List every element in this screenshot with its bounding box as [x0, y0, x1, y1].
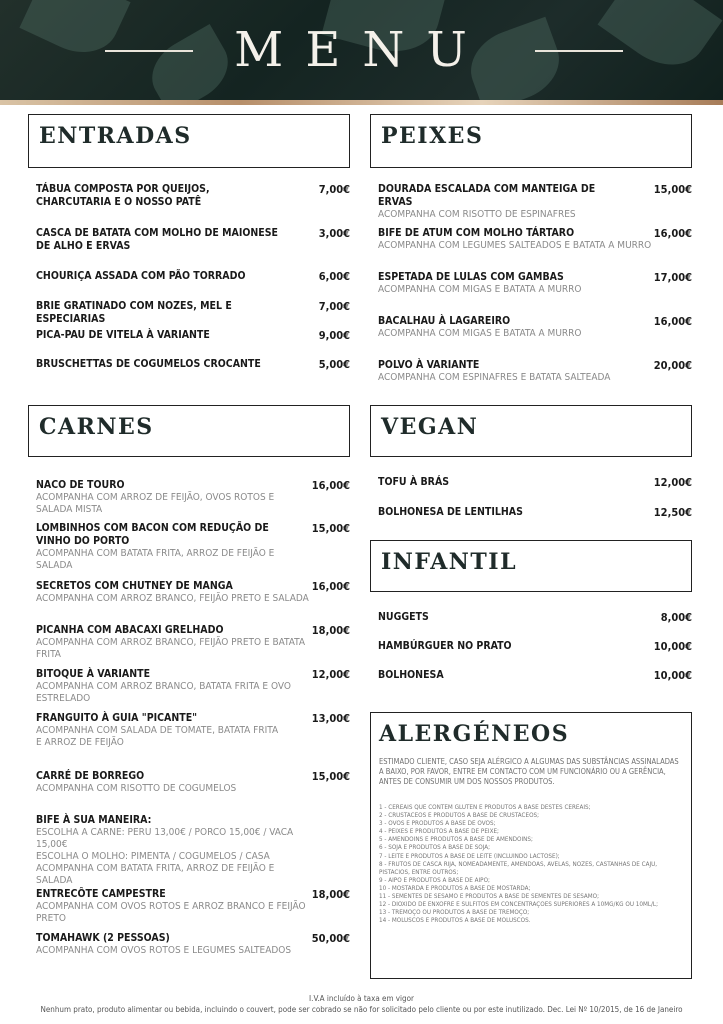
allergen-item: 2 - CRUSTÁCEOS E PRODUTOS À BASE DE CRUSTÁCEOS;: [379, 812, 540, 820]
menu-item: CASCA DE BATATA COM MOLHO DE MAIONESE DE ALHO E ERVAS 3,00€: [36, 227, 350, 252]
menu-item: BRUSCHETTAS DE COGUMELOS CROCANTE 5,00€: [36, 358, 350, 371]
menu-item: BACALHAU À LAGAREIRO ACOMPANHA COM MIGAS E BATATA A MURRO 16,00€: [378, 315, 692, 339]
menu-title: MENU: [234, 22, 489, 78]
menu-item: SECRETOS COM CHUTNEY DE MANGA ACOMPANHA COM ARROZ BRANCO, FEIJÃO PRETO E SALADA 16,00€: [36, 580, 350, 604]
menu-item: TOMAHAWK (2 PESSOAS) ACOMPANHA COM OVOS ROTOS E LEGUMES SALTEADOS 50,00€: [36, 932, 350, 956]
section-title: ALERGÉNEOS: [379, 721, 570, 747]
menu-item: DOURADA ESCALADA COM MANTEIGA DE ERVAS ACOMPANHA COM RISOTTO DE ESPINAFRES 15,00€: [378, 183, 692, 220]
section-title: INFANTIL: [381, 549, 518, 575]
allergen-item: 12 - DIÓXIDO DE ENXOFRE E SULFITOS EM CONCENTRAÇÕES SUPERIORES A 10MG/KG OU 10ML/L;: [379, 901, 658, 909]
section-title: VEGAN: [381, 414, 479, 440]
section-carnes: [28, 405, 350, 457]
menu-item: PICANHA COM ABACAXI GRELHADO ACOMPANHA COM ARROZ BRANCO, FEIJÃO PRETO E BATATA FRITA 18,00€: [36, 624, 350, 660]
menu-item: BOLHONESA 10,00€: [378, 669, 692, 682]
allergen-intro: ESTIMADO CLIENTE, CASO SEJA ALÉRGICO A ALGUMAS DAS SUBSTÂNCIAS ASSINALADAS A BAIXO, POR FAVOR, ENTRE EM CONTACTO COM UM FUNCIONÁRIO OU A GERÊNCIA, ANTES DE CONSUMIR UM DOS NOSSOS PRODUTOS.: [379, 757, 679, 786]
menu-item: BRIE GRATINADO COM NOZES, MEL E ESPECIARIAS 7,00€: [36, 300, 350, 325]
menu-item: FRANGUITO À GUIA "PICANTE" ACOMPANHA COM SALADA DE TOMATE, BATATA FRITA E ARROZ DE FEIJÃO 13,00€: [36, 712, 350, 748]
menu-item: BIFE À SUA MANEIRA: ESCOLHA A CARNE: PERU 13,00€ / PORCO 15,00€ / VACA 15,00€ ESCOLHA O MOLHO: PIMENTA / COGUMELOS / CASA ACOMPANHA COM BATATA FRITA, ARROZ DE FEIJÃO E SALADA: [36, 814, 294, 886]
section-vegan: [370, 405, 692, 457]
allergen-item: 10 - MOSTARDA E PRODUTOS À BASE DE MOSTARDA;: [379, 884, 531, 892]
menu-item: NUGGETS 8,00€: [378, 611, 692, 624]
allergen-item: PISTÁCIOS, ENTRE OUTROS;: [379, 868, 459, 876]
allergen-item: 8 - FRUTOS DE CASCA RIJA, NOMEADAMENTE, AMÊNDOAS, AVELÃS, NOZES, CASTANHAS DE CAJU,: [379, 860, 658, 868]
section-entradas: [28, 114, 350, 168]
section-peixes: [370, 114, 692, 168]
section-title: PEIXES: [381, 123, 484, 149]
menu-item: ENTRECÔTE CAMPESTRE ACOMPANHA COM OVOS ROTOS E ARROZ BRANCO E FEIJÃO PRETO 18,00€: [36, 888, 350, 924]
allergen-item: 9 - AIPO E PRODUTOS À BASE DE AIPO;: [379, 876, 490, 884]
section-title: ENTRADAS: [39, 123, 192, 149]
allergen-item: 5 - AMENDOINS E PRODUTOS À BASE DE AMENDOINS;: [379, 836, 533, 844]
header-banner: [0, 0, 723, 100]
menu-item: BOLHONESA DE LENTILHAS 12,50€: [378, 506, 692, 519]
footer-note: Nenhum prato, produto alimentar ou bebida, incluindo o couvert, pode ser cobrado se não for solicitado pelo cliente ou por este inutilizado. Dec. Lei Nº 10/2015, de 16 de Janeiro: [40, 1005, 683, 1014]
section-infantil: [370, 540, 692, 592]
allergen-item: 13 - TREMOÇO OU PRODUTOS À BASE DE TREMOÇO;: [379, 909, 530, 917]
menu-item: HAMBÚRGUER NO PRATO 10,00€: [378, 640, 692, 653]
allergen-item: 6 - SOJA E PRODUTOS À BASE DE SOJA;: [379, 844, 491, 852]
menu-item: PICA-PAU DE VITELA À VARIANTE 9,00€: [36, 329, 350, 342]
menu-item: TÁBUA COMPOSTA POR QUEIJOS, CHARCUTARIA E O NOSSO PATÊ 7,00€: [36, 183, 350, 208]
allergen-list: [379, 804, 685, 925]
menu-item: BIFE DE ATUM COM MOLHO TÁRTARO ACOMPANHA COM LEGUMES SALTEADOS E BATATA A MURRO 16,00€: [378, 227, 692, 251]
section-alergenos: [370, 712, 692, 979]
menu-item: NACO DE TOURO ACOMPANHA COM ARROZ DE FEIJÃO, OVOS ROTOS E SALADA MISTA 16,00€: [36, 479, 350, 515]
allergen-item: 14 - MOLUSCOS E PRODUTOS À BASE DE MOLUSCOS.: [379, 917, 531, 925]
allergen-item: 11 - SEMENTES DE SÉSAMO E PRODUTOS À BASE DE SEMENTES DE SÉSAMO;: [379, 893, 600, 901]
allergen-item: 3 - OVOS E PRODUTOS À BASE DE OVOS;: [379, 820, 496, 828]
footer-iva: I.V.A incluído à taxa em vigor: [309, 994, 414, 1003]
menu-item: TOFU À BRÁS 12,00€: [378, 476, 692, 489]
section-title: CARNES: [39, 414, 154, 440]
menu-item: POLVO À VARIANTE ACOMPANHA COM ESPINAFRES E BATATA SALTEADA 20,00€: [378, 359, 692, 383]
menu-item: CARRÉ DE BORREGO ACOMPANHA COM RISOTTO DE COGUMELOS 15,00€: [36, 770, 350, 794]
allergen-item: 4 - PEIXES E PRODUTOS À BASE DE PEIXE;: [379, 828, 499, 836]
banner-divider: [0, 100, 723, 105]
menu-item: LOMBINHOS COM BACON COM REDUÇÃO DE VINHO DO PORTO ACOMPANHA COM BATATA FRITA, ARROZ DE FEIJÃO E SALADA 15,00€: [36, 522, 350, 571]
menu-item: ESPETADA DE LULAS COM GAMBAS ACOMPANHA COM MIGAS E BATATA A MURRO 17,00€: [378, 271, 692, 295]
menu-item: CHOURIÇA ASSADA COM PÃO TORRADO 6,00€: [36, 270, 350, 283]
menu-item: BITOQUE À VARIANTE ACOMPANHA COM ARROZ BRANCO, BATATA FRITA E OVO ESTRELADO 12,00€: [36, 668, 350, 704]
allergen-item: 7 - LEITE E PRODUTOS À BASE DE LEITE (INCLUINDO LACTOSE);: [379, 852, 560, 860]
allergen-item: 1 - CEREAIS QUE CONTÊM GLÚTEN E PRODUTOS À BASE DESTES CEREAIS;: [379, 804, 591, 811]
